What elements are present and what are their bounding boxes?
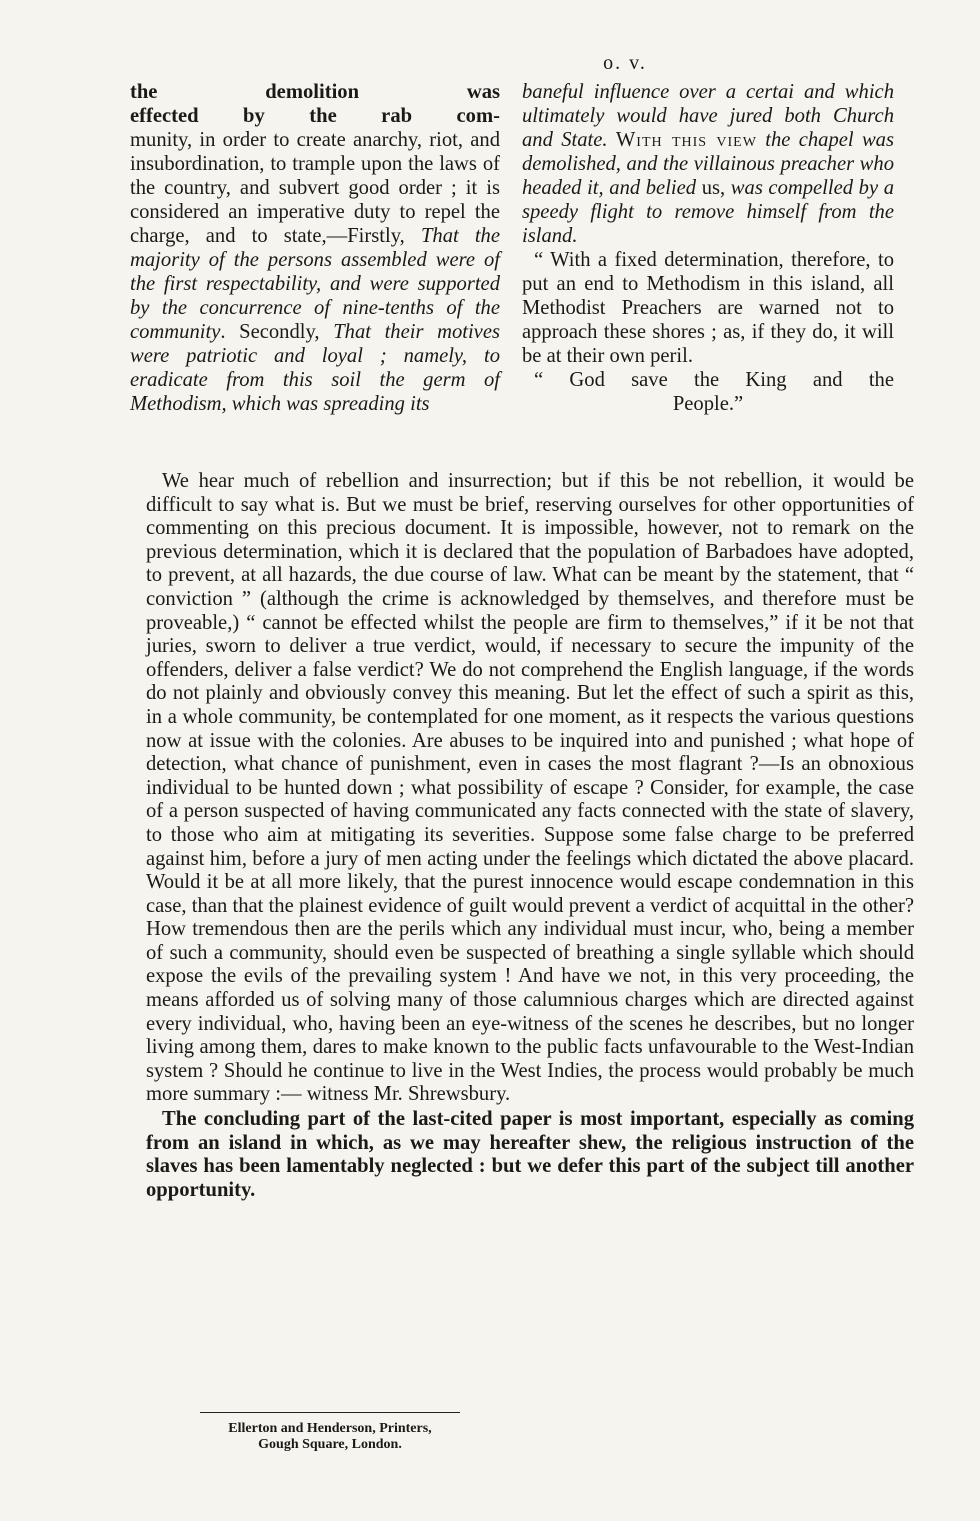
left-column	[130, 80, 500, 416]
right-paragraph-2: “ With a fixed determination, therefore, to put an end to Methodism in this island, all Methodist Preachers are warned not to approach these shores ; as, if they do, it will be at their own peril.	[522, 249, 894, 367]
right-closing-line-1: “ God save the King and the	[534, 369, 894, 391]
right-closing-line-2: People.”	[672, 393, 744, 415]
body-paragraph-1: We hear much of rebellion and insurrection; but if this be not rebellion, it would be difficult to say what is. But we must be brief, reserving ourselves for other opportunities of commenting on this precious document. It is impossible, however, not to remark on the previous determination, which it is declared that the population of Barbadoes have adopted, to prevent, at all hazards, the due course of law. What can be meant by the statement, that “ conviction ” (although the crime is acknowledged by themselves, and therefore must be proveable,) “ cannot be effected whilst the people are firm to themselves,” if it be not that juries, sworn to deliver a true verdict, would, if necessary to secure the impunity of the offenders, deliver a false verdict? We do not comprehend the English language, if the words do not plainly and obviously convey this meaning. But let the effect of such a spirit as this, in a whole community, be contemplated for one moment, as it respects the various questions now at issue with the colonies. Are abuses to be inquired into and punished ; what hope of detection, what chance of punishment, even in cases the most flagrant ?—Is an obnoxious individual to be hunted down ; what possibility of escape ? Consider, for example, the case of a person suspected of having communicated any facts connected with the state of slavery, to those who aim at mitigating its severities. Suppose some false charge to be preferred against him, before a jury of men acting under the feelings which dictated the above placard. Would it be at all more likely, that the purest innocence would escape condemnation in this case, than that the plainest evidence of guilt would prevent a verdict of acquittal in the other? How tremendous then are the perils which any individual must incur, who, being a member of such a community, should even be suspected of breathing a single syllable which should expose the evils of the prevailing system ! And have we not, in this very proceeding, the means afforded us of solving many of those calumnious charges which are directed against every individual, who, having been an eye-witness of the scenes he describes, but no longer living among them, dares to make known to the public facts unfavourable to the West-Indian system ? Should he continue to live in the West Indies, the process would probably be much more summary :— witness Mr. Shrewsbury.	[146, 470, 914, 1106]
right-italic-2: the chapel was demolished, and the villainous preacher who headed it, and belied	[522, 129, 894, 199]
right-column	[522, 80, 894, 416]
left-line1: the demolition was	[130, 81, 500, 103]
right-italic-1: baneful influence over a certai and which ultimately would have jured both Church and State.	[522, 81, 894, 151]
left-line2: effected by the rab com-	[130, 105, 500, 127]
left-line3: munity, in order to create anarchy, riot, and insubordination, to trample upon the laws of the country, and subvert good order ; it is considered an imperative duty to repel the charge, and to state,—Firstly,	[130, 129, 500, 247]
left-italic-secondly: That their motives were patriotic and loyal ; namely, to eradicate from this soil the germ of Methodism, which was spreading its	[130, 321, 500, 415]
imprint-line-1: Ellerton and Henderson, Printers,	[228, 1421, 432, 1436]
left-column-text	[130, 80, 500, 416]
main-body	[146, 470, 914, 1203]
right-paragraph-1	[522, 80, 894, 248]
page-header-mark: o. v.	[603, 52, 647, 74]
right-italic-3: was compelled by a speedy flight to remove himself from the island.	[522, 177, 895, 247]
right-smallcaps: With this view	[615, 129, 757, 151]
left-italic-firstly: That the majority of the persons assembled were of the first respectability, and were supported by the concurrence of nine-tenths of the community	[130, 225, 500, 343]
body-paragraph-2: The concluding part of the last-cited paper is most important, especially as coming from an island in which, as we may hereafter shew, the religious instruction of the slaves has been lamentably neglected : but we defer this part of the subject till another opportunity.	[146, 1108, 914, 1201]
imprint-line-2: Gough Square, London.	[258, 1437, 402, 1452]
printer-imprint	[200, 1412, 460, 1453]
right-plain-us: us,	[701, 177, 726, 199]
left-plain-secondly: . Secondly,	[220, 321, 320, 343]
